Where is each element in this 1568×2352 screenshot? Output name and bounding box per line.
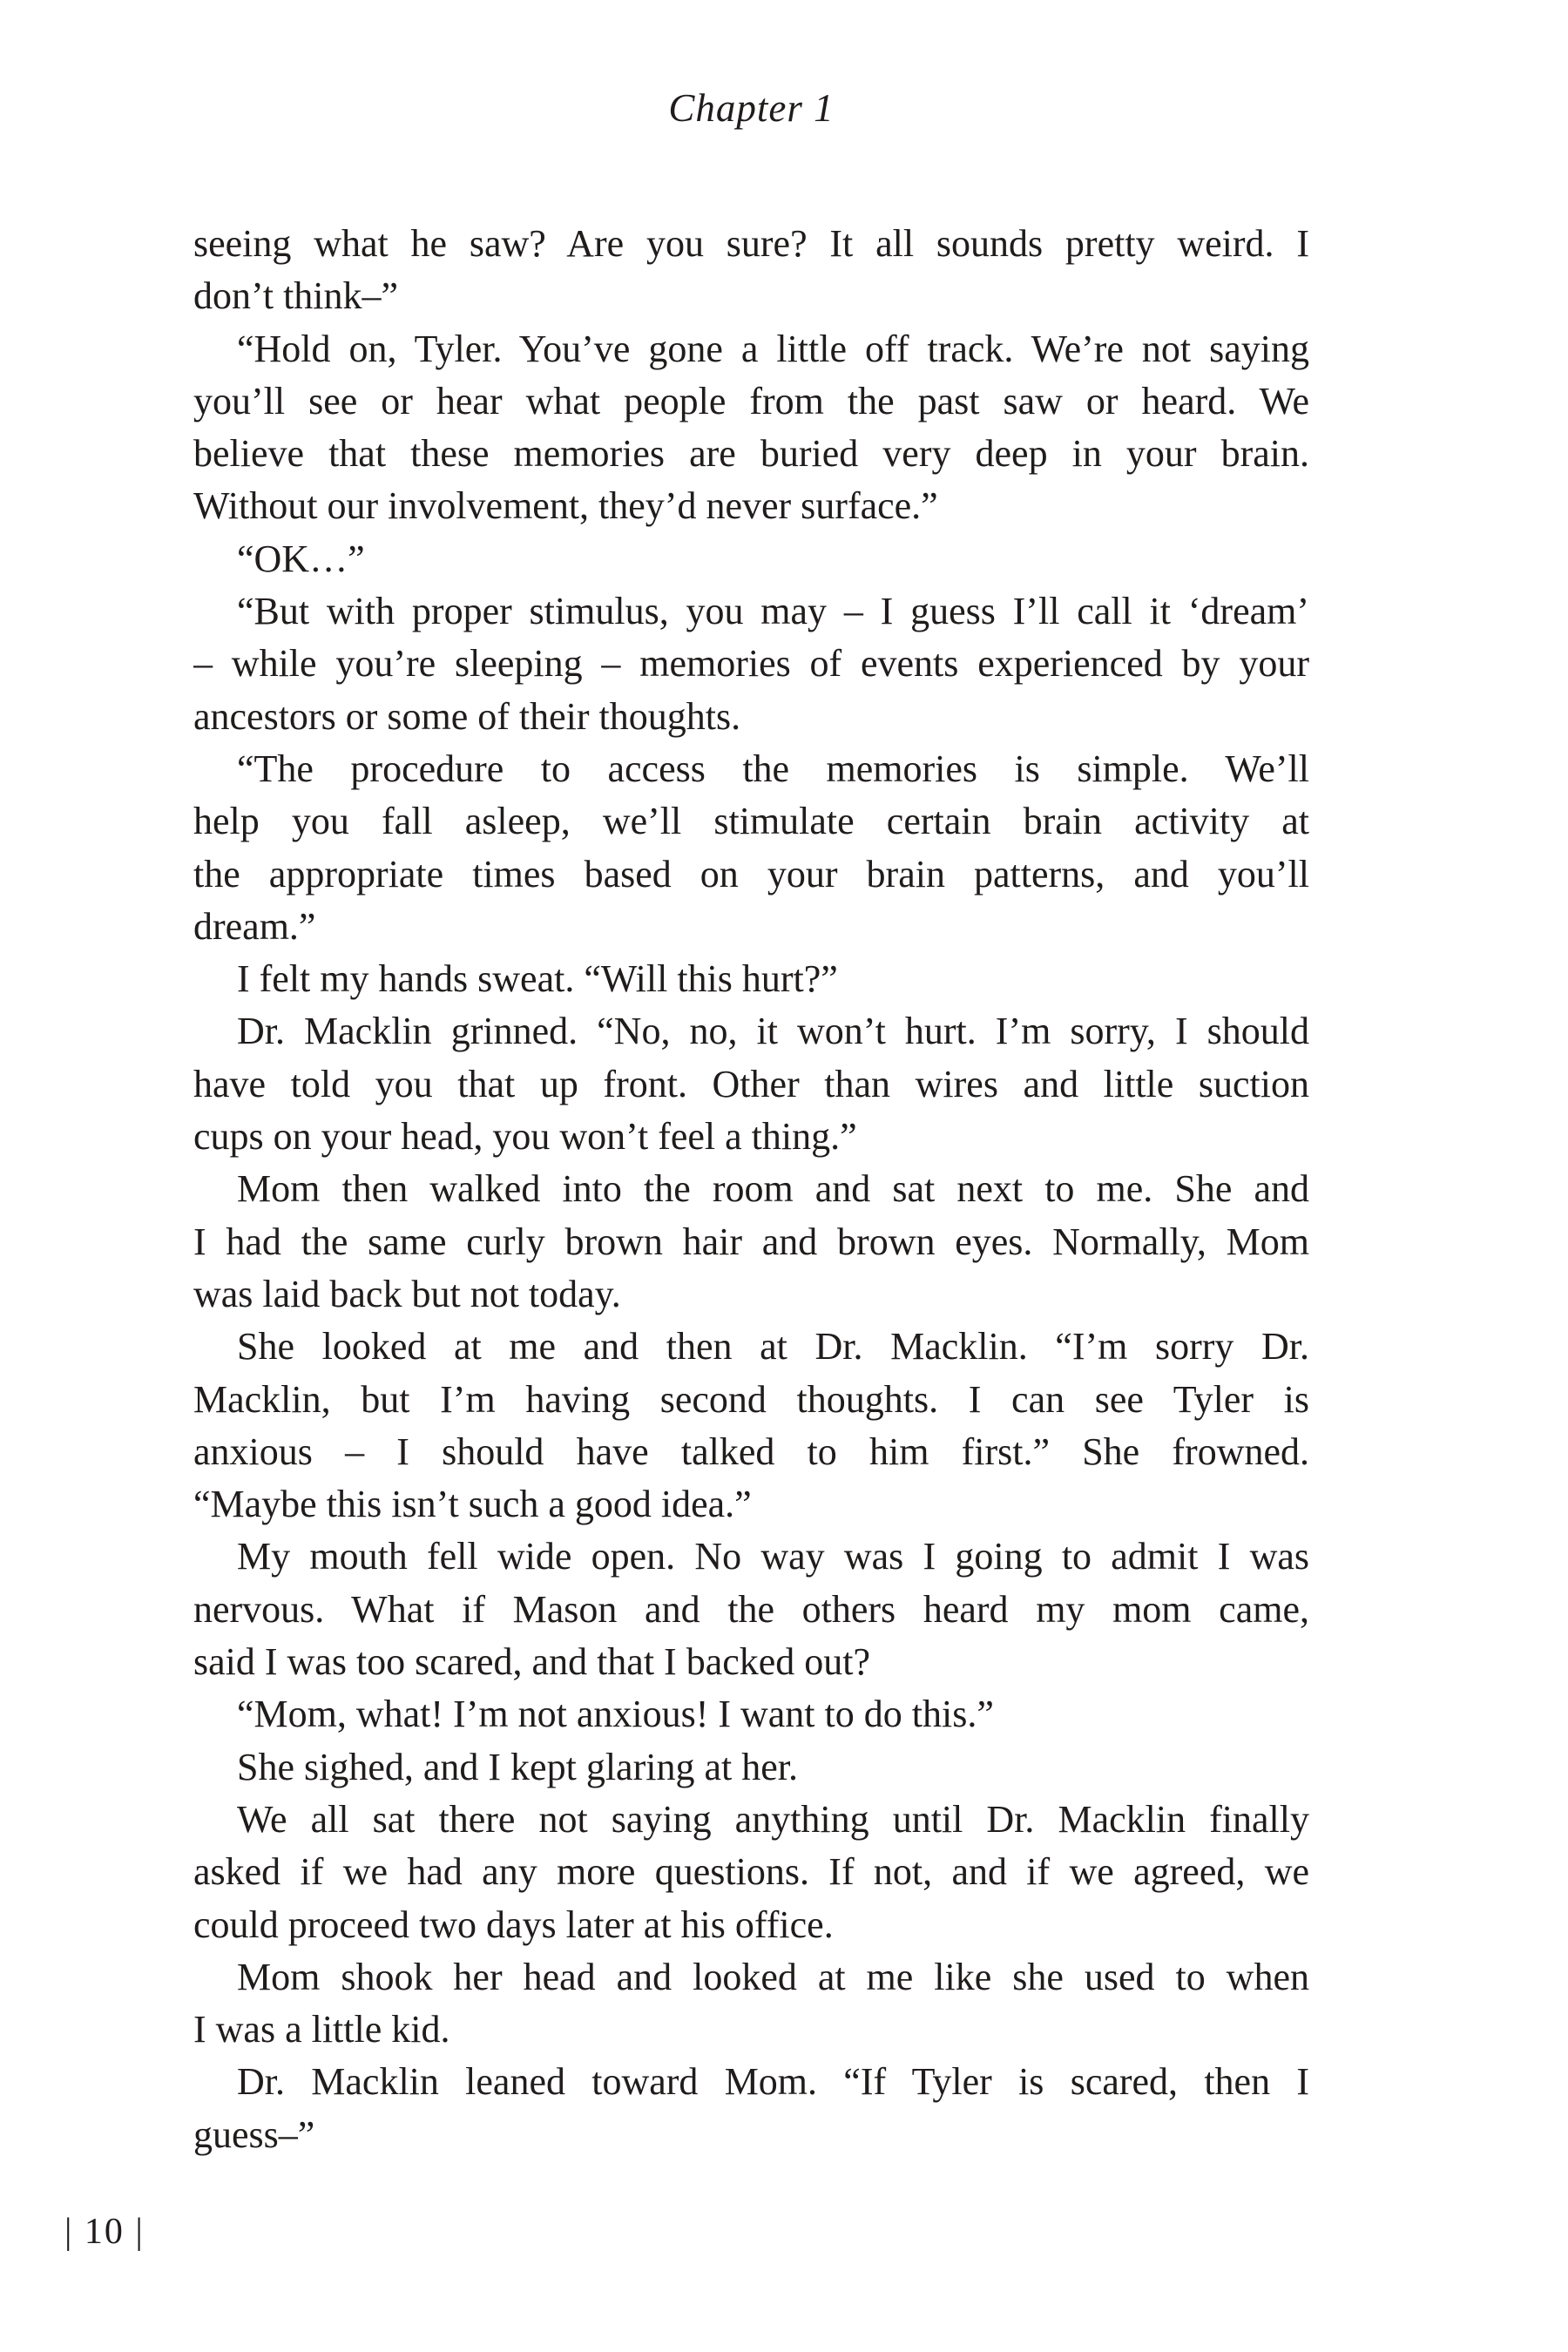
text-line: I had the same curly brown hair and brown eyes. Normally, Mom (193, 1220, 1309, 1263)
text-line: My mouth fell wide open. No way was I going to admit I was (237, 1535, 1309, 1578)
text-line: Dr. Macklin leaned toward Mom. “If Tyler is scared, then I (237, 2060, 1309, 2104)
text-line: Dr. Macklin grinned. “No, no, it won’t hurt. I’m sorry, I should (237, 1010, 1309, 1053)
text-line: She sighed, and I kept glaring at her. (237, 1745, 798, 1788)
text-line: guess–” (193, 2112, 315, 2156)
text-line: “Mom, what! I’m not anxious! I want to do this.” (237, 1693, 994, 1736)
text-line: said I was too scared, and that I backed out? (193, 1640, 871, 1684)
page-number: | 10 | (64, 2212, 145, 2252)
text-line: I felt my hands sweat. “Will this hurt?” (237, 957, 838, 1001)
text-line: help you fall asleep, we’ll stimulate certain brain activity at (193, 800, 1309, 843)
text-line: have told you that up front. Other than wires and little suction (193, 1062, 1309, 1105)
text-line: don’t think–” (193, 274, 399, 318)
text-line: ancestors or some of their thoughts. (193, 694, 741, 738)
text-line: I was a little kid. (193, 2008, 450, 2051)
text-line: believe that these memories are buried very deep in your brain. (193, 432, 1309, 476)
text-line: was laid back but not today. (193, 1272, 621, 1315)
text-line: She looked at me and then at Dr. Macklin. “I’m sorry Dr. (237, 1325, 1309, 1369)
text-line: “The procedure to access the memories is simple. We’ll (237, 747, 1309, 790)
text-line: dream.” (193, 904, 316, 948)
text-line: We all sat there not saying anything until Dr. Macklin finally (237, 1797, 1309, 1841)
text-line: – while you’re sleeping – memories of events experienced by your (193, 642, 1309, 686)
text-line: Macklin, but I’m having second thoughts. I can see Tyler is (193, 1377, 1309, 1421)
text-line: Mom shook her head and looked at me like she used to when (237, 1955, 1309, 1998)
text-line: “Hold on, Tyler. You’ve gone a little off track. We’re not saying (237, 327, 1309, 370)
text-column (193, 218, 1309, 2161)
text-line: cups on your head, you won’t feel a thing.” (193, 1115, 857, 1159)
text-line: anxious – I should have talked to him first.” She frowned. (193, 1429, 1309, 1473)
chapter-title: Chapter 1 (668, 86, 835, 130)
text-line: nervous. What if Mason and the others heard my mom came, (193, 1587, 1309, 1631)
text-line: Mom then walked into the room and sat next to me. She and (237, 1167, 1309, 1211)
text-line: “Maybe this isn’t such a good idea.” (193, 1483, 752, 1526)
text-line: you’ll see or hear what people from the past saw or heard. We (193, 379, 1309, 422)
text-line: could proceed two days later at his office. (193, 1903, 834, 1946)
text-line: the appropriate times based on your brain patterns, and you’ll (193, 852, 1309, 896)
text-line: “But with proper stimulus, you may – I guess I’ll call it ‘dream’ (237, 590, 1309, 633)
text-line: asked if we had any more questions. If not, and if we agreed, we (193, 1850, 1309, 1894)
text-line: “OK…” (237, 537, 365, 580)
text-line: Without our involvement, they’d never surface.” (193, 484, 938, 528)
text-line: seeing what he saw? Are you sure? It all sounds pretty weird. I (193, 222, 1309, 265)
